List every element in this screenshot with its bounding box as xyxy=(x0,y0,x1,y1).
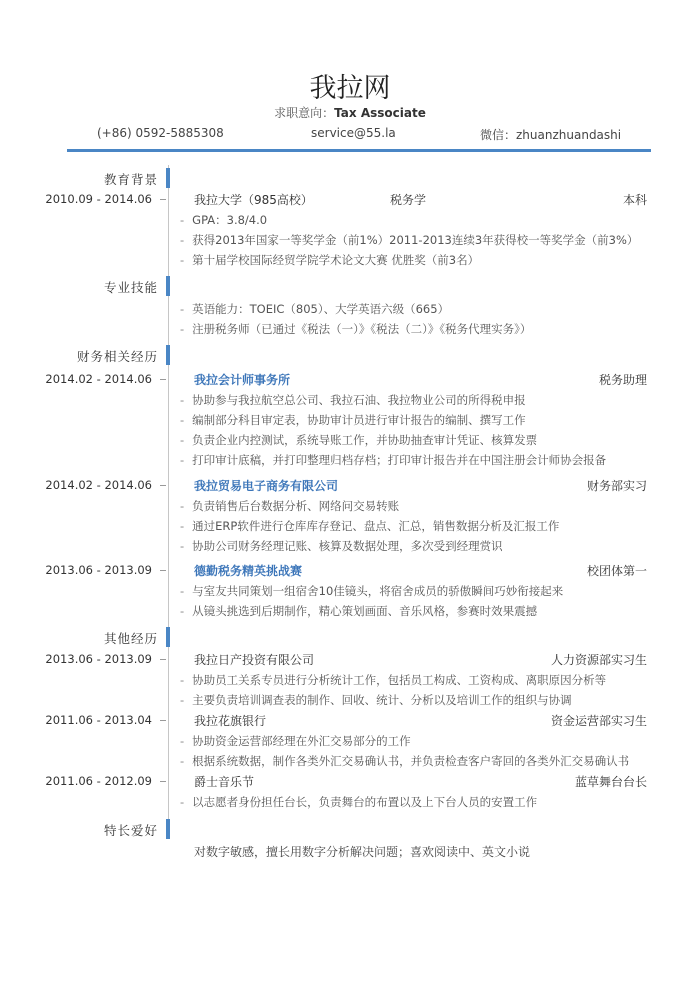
contact-wechat: 微信：zhuanzhuandashi xyxy=(480,128,622,142)
entry-role: 校团体第一 xyxy=(586,564,647,578)
entry-org: 我拉会计师事务所 xyxy=(194,373,291,387)
major: 税务学 xyxy=(390,193,427,207)
entry-org: 爵士音乐节 xyxy=(194,775,255,789)
timeline-line xyxy=(168,165,169,830)
entry-date: 2014.02 - 2014.06 xyxy=(45,478,152,492)
section-title-finance: 财务相关经历 xyxy=(76,349,158,364)
section-marker xyxy=(166,276,170,296)
hobbies-text: 对数字敏感，擅长用数字分析解决问题；喜欢阅读中、英文小说 xyxy=(194,845,531,859)
list-item: - 通过ERP软件进行仓库库存登记、盘点、汇总，销售数据分析及汇报工作 xyxy=(180,518,559,534)
list-item: - 第十届学校国际经贸学院学术论文大赛 优胜奖（前3名） xyxy=(180,252,479,268)
list-item: - 获得2013年国家一等奖学金（前1%）2011-2013连续3年获得校一等奖学金（前3%） xyxy=(180,232,638,248)
list-item: - 与室友共同策划一组宿舍10佳镜头，将宿舍成员的骄傲瞬间巧妙衔接起来 xyxy=(180,583,563,599)
entry-org: 德勤税务精英挑战赛 xyxy=(194,564,303,578)
list-item: - 协助参与我拉航空总公司、我拉石油、我拉物业公司的所得税申报 xyxy=(180,392,526,408)
header-divider xyxy=(67,149,651,152)
list-item: - 编制部分科目审定表，协助审计员进行审计报告的编制、撰写工作 xyxy=(180,412,526,428)
timeline-tick xyxy=(160,199,166,200)
list-item: - 协助资金运营部经理在外汇交易部分的工作 xyxy=(180,733,411,749)
section-marker xyxy=(166,819,170,839)
entry-role: 税务助理 xyxy=(598,373,647,387)
timeline-tick xyxy=(160,485,166,486)
entry-org: 我拉花旗银行 xyxy=(194,714,267,728)
list-item: - 协助公司财务经理记账、核算及数据处理，多次受到经理赏识 xyxy=(180,538,503,554)
timeline-tick xyxy=(160,720,166,721)
section-title-other: 其他经历 xyxy=(103,631,158,646)
section-title-skills: 专业技能 xyxy=(103,280,158,295)
entry-role: 财务部实习 xyxy=(586,479,647,493)
section-marker xyxy=(166,345,170,365)
list-item: - 注册税务师（已通过《税法（一）》《税法（二）》《税务代理实务》） xyxy=(180,321,531,337)
entry-date: 2010.09 - 2014.06 xyxy=(45,192,152,206)
contact-phone: (+86) 0592-5885308 xyxy=(97,126,224,140)
timeline-tick xyxy=(160,781,166,782)
job-intent xyxy=(0,104,700,121)
contact-email: service@55.la xyxy=(311,126,396,140)
section-title-hobbies: 特长爱好 xyxy=(103,823,158,838)
entry-date: 2011.06 - 2013.04 xyxy=(45,713,152,727)
timeline-tick xyxy=(160,659,166,660)
list-item: - 协助员工关系专员进行分析统计工作，包括员工构成、工资构成、离职原因分析等 xyxy=(180,672,606,688)
degree: 本科 xyxy=(622,193,647,207)
list-item: - 根据系统数据，制作各类外汇交易确认书，并负责检查客户寄回的各类外汇交易确认书 xyxy=(180,753,629,769)
section-marker xyxy=(166,627,170,647)
timeline-tick xyxy=(160,570,166,571)
timeline-tick xyxy=(160,379,166,380)
list-item: - 英语能力：TOEIC（805）、大学英语六级（665） xyxy=(180,301,449,317)
job-intent-value: Tax Associate xyxy=(334,106,426,120)
entry-date: 2014.02 - 2014.06 xyxy=(45,372,152,386)
list-item: - 从镜头挑选到后期制作，精心策划画面、音乐风格，参赛时效果震撼 xyxy=(180,603,537,619)
resume-name: 我拉网 xyxy=(309,73,391,104)
list-item: - GPA：3.8/4.0 xyxy=(180,212,267,228)
entry-date: 2013.06 - 2013.09 xyxy=(45,563,152,577)
list-item: - 主要负责培训调查表的制作、回收、统计、分析以及培训工作的组织与协调 xyxy=(180,692,572,708)
job-intent-label: 求职意向： xyxy=(274,106,335,120)
entry-date: 2013.06 - 2013.09 xyxy=(45,652,152,666)
list-item: - 打印审计底稿，并打印整理归档存档；打印审计报告并在中国注册会计师协会报备 xyxy=(180,452,606,468)
list-item: - 以志愿者身份担任台长，负责舞台的布置以及上下台人员的安置工作 xyxy=(180,794,537,810)
entry-role: 资金运营部实习生 xyxy=(550,714,647,728)
school-name: 我拉大学（985高校） xyxy=(194,193,313,207)
section-marker xyxy=(166,168,170,188)
entry-date: 2011.06 - 2012.09 xyxy=(45,774,152,788)
entry-role: 人力资源部实习生 xyxy=(550,653,647,667)
section-title-education: 教育背景 xyxy=(103,172,158,187)
entry-org: 我拉日产投资有限公司 xyxy=(194,653,315,667)
list-item: - 负责销售后台数据分析、网络问交易转账 xyxy=(180,498,399,514)
entry-org: 我拉贸易电子商务有限公司 xyxy=(194,479,339,493)
entry-role: 蓝草舞台台长 xyxy=(574,775,647,789)
list-item: - 负责企业内控测试，系统导账工作，并协助抽查审计凭证、核算发票 xyxy=(180,432,537,448)
